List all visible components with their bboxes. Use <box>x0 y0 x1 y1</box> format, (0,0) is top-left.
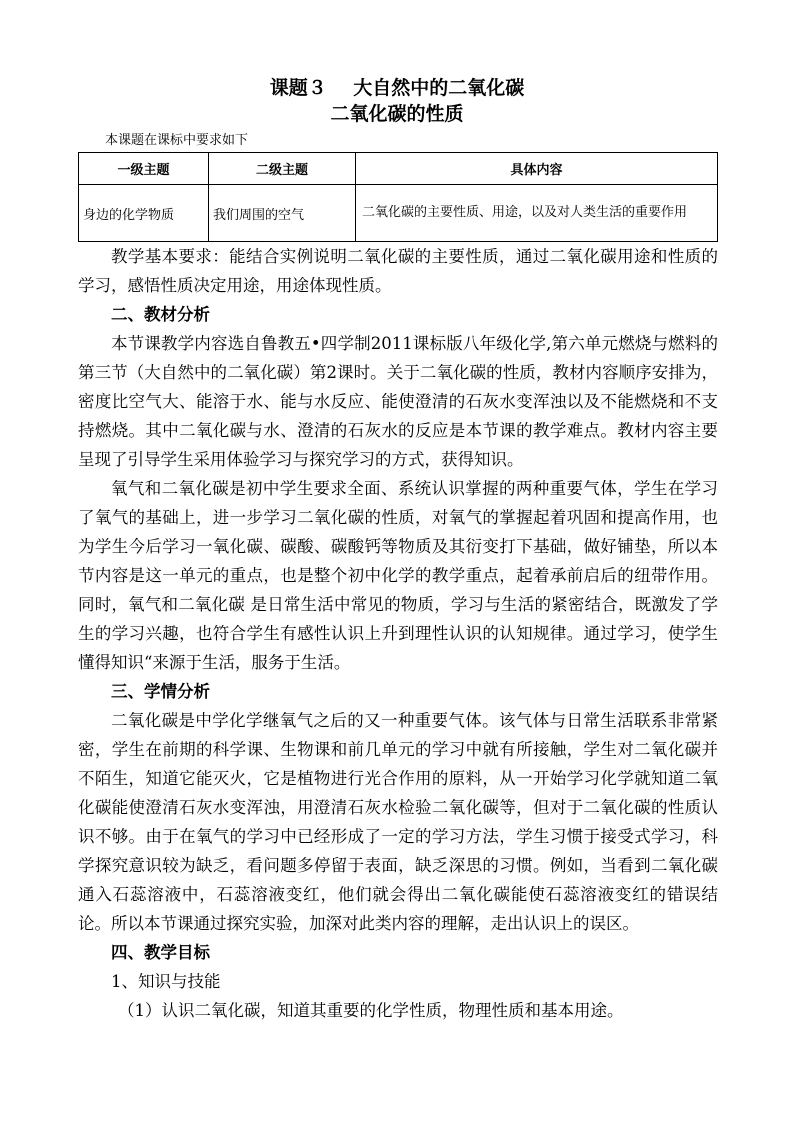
lesson-subtitle: 二氧化碳的性质 <box>330 103 464 125</box>
table-header-row <box>79 153 718 185</box>
table-header-cell: 一级主题 <box>79 153 209 185</box>
section-heading-teaching-goals: 四、教学目标 <box>111 943 210 962</box>
lesson-title: 课题３ 大自然中的二氧化碳 <box>269 77 525 99</box>
goal-subitem: （1）认识二氧化碳，知道其重要的化学性质，物理性质和基本用途。 <box>118 1001 624 1020</box>
table-cell: 身边的化学物质 <box>79 185 209 242</box>
table-header-cell: 二级主题 <box>209 153 356 185</box>
paragraph: 本节课教学内容选自鲁教五•四学制2011课标版八年级化学,第六单元燃烧与燃料的第三节（大自然中的二氧化碳）第2课时。关于二氧化碳的性质，教材内容顺序安排为，密度比空气大、能溶于水、能与水反应、能使澄清的石灰水变浑浊以及不能燃烧和不支持燃烧。其中二氧化碳与水、澄清的石灰水的反应是本节课的教学难点。教材内容主要呈现了引导学生采用体验学习与探究学习的方式，获得知识。 <box>78 334 718 469</box>
table-cell: 二氧化碳的主要性质、用途，以及对人类生活的重要作用 <box>356 185 718 242</box>
document-body <box>78 242 718 1025</box>
goal-item: 1、知识与技能 <box>111 972 221 991</box>
paragraph: 氧气和二氧化碳是初中学生要求全面、系统认识掌握的两种重要气体，学生在学习了氧气的基础上，进一步学习二氧化碳的性质，对氧气的掌握起着巩固和提高作用，也为学生今后学习一氧化碳、碳酸、碳酸钙等物质及其衍变打下基础，做好铺垫，所以本节内容是这一单元的重点，也是整个初中化学的教学重点，起着承前启后的纽带作用。同时，氧气和二氧化碳 是日常生活中常见的物质，学习与生活的紧密结合，既激发了学生的学习兴趣，也符合学生有感性认识上升到理性认识的认知规律。通过学习，使学生懂得知识“来源于生活，服务于生活。 <box>78 479 718 672</box>
section-heading-student-analysis: 三、学情分析 <box>111 682 210 701</box>
requirements-intro: 本课题在课标中要求如下 <box>105 133 249 148</box>
curriculum-requirements-table <box>78 152 718 242</box>
table-row <box>79 185 718 242</box>
section-heading-textbook-analysis: 二、教材分析 <box>111 305 210 324</box>
basic-requirement-paragraph: 教学基本要求：能结合实例说明二氧化碳的主要性质，通过二氧化碳用途和性质的学习，感悟性质决定用途，用途体现性质。 <box>78 247 718 295</box>
table-header-cell: 具体内容 <box>356 153 718 185</box>
table-cell: 我们周围的空气 <box>209 185 356 242</box>
paragraph: 二氧化碳是中学化学继氧气之后的又一种重要气体。该气体与日常生活联系非常紧密，学生在前期的科学课、生物课和前几单元的学习中就有所接触，学生对二氧化碳并不陌生，知道它能灭火，它是植物进行光合作用的原料，从一开始学习化学就知道二氧化碳能使澄清石灰水变浑浊，用澄清石灰水检验二氧化碳等，但对于二氧化碳的性质认识不够。由于在氧气的学习中已经形成了一定的学习方法，学生习惯于接受式学习，科学探究意识较为缺乏，看问题多停留于表面，缺乏深思的习惯。例如，当看到二氧化碳通入石蕊溶液中，石蕊溶液变红，他们就会得出二氧化碳能使石蕊溶液变红的错误结论。所以本节课通过探究实验，加深对此类内容的理解，走出认识上的误区。 <box>78 711 718 933</box>
